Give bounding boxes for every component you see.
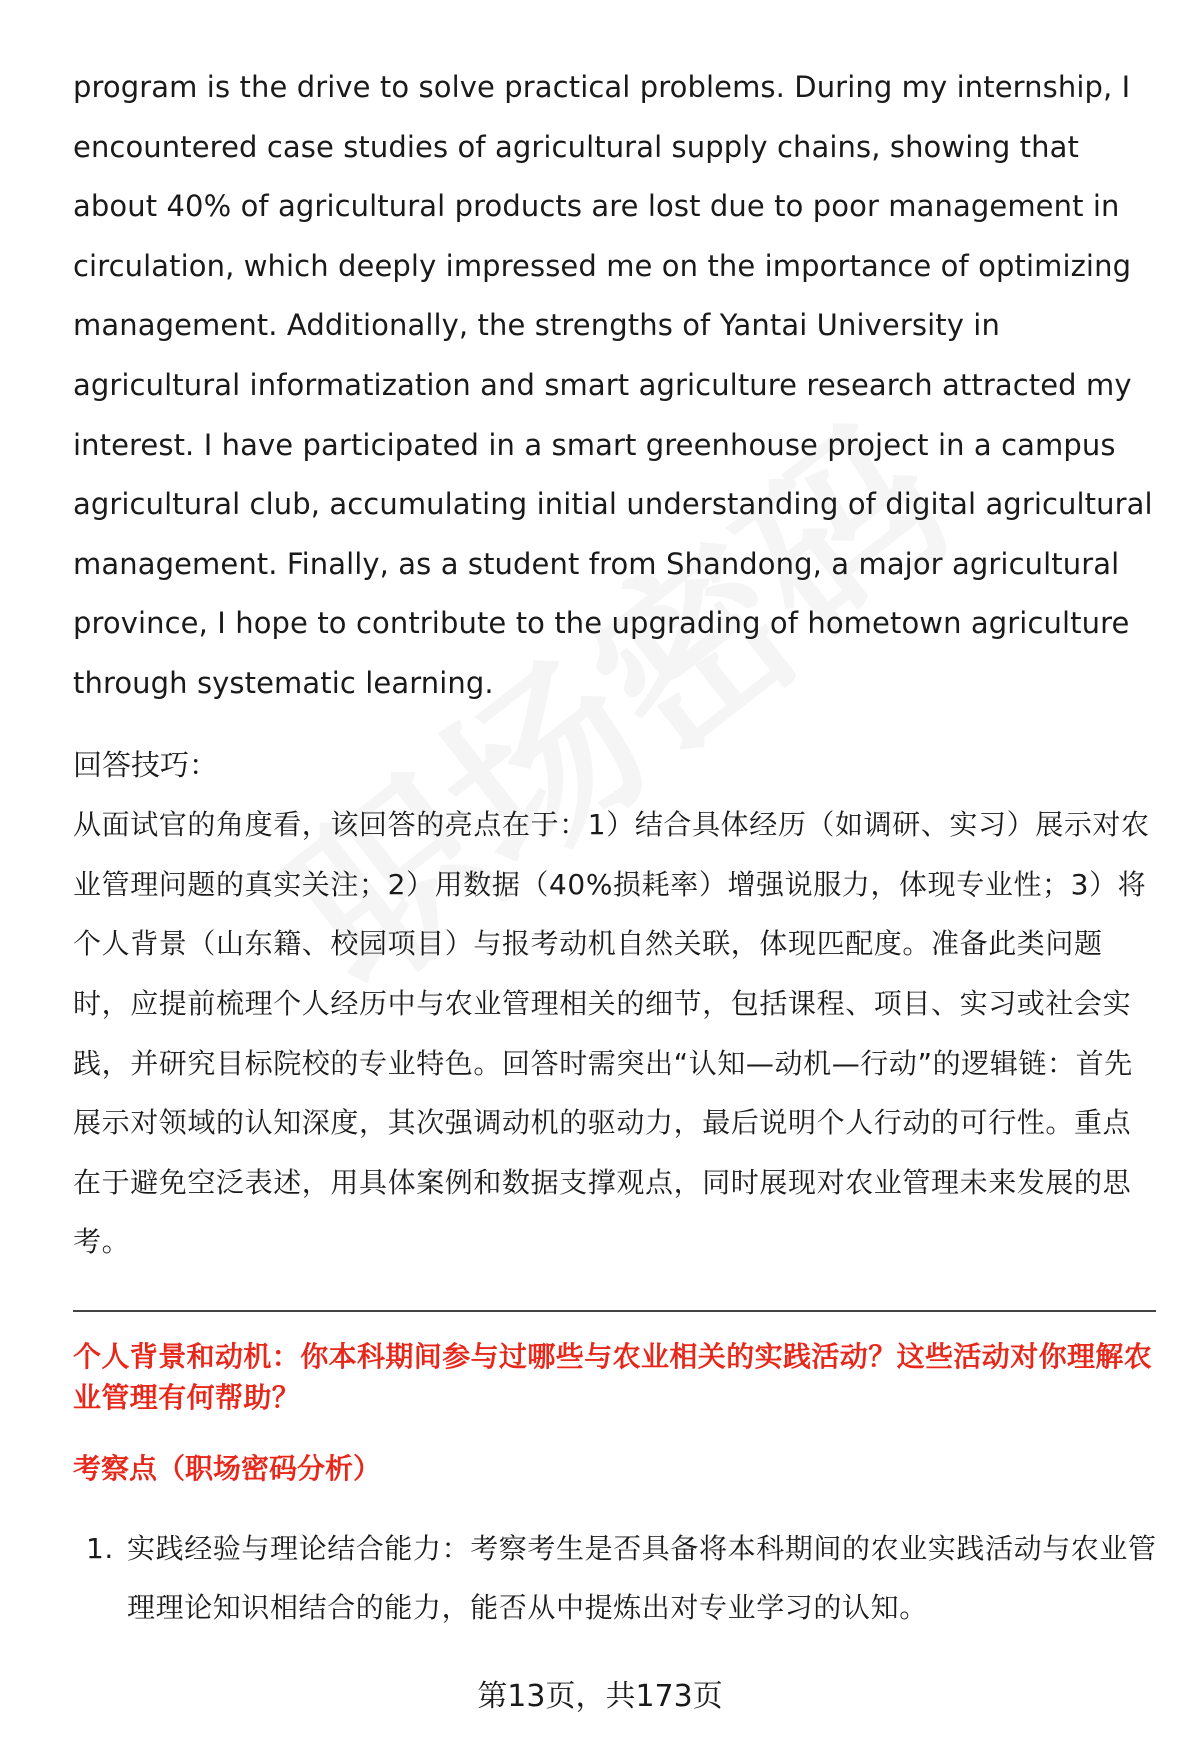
section-divider [73,1310,1156,1312]
page-content [73,58,1158,1638]
tips-paragraph: 从面试官的角度看，该回答的亮点在于：1）结合具体经历（如调研、实习）展示对农业管理问题的真实关注；2）用数据（40%损耗率）增强说服力，体现专业性；3）将个人背景（山东籍、校园项目）与报考动机自然关联，体现匹配度。准备此类问题时，应提前梳理个人经历中与农业管理相关的细节，包括课程、项目、实习或社会实践，并研究目标院校的专业特色。回答时需突出“认知—动机—行动”的逻辑链：首先展示对领域的认知深度，其次强调动机的驱动力，最后说明个人行动的可行性。重点在于避免空泛表述，用具体案例和数据支撑观点，同时展现对农业管理未来发展的思考。 [73,808,1150,1259]
english-answer-paragraph: program is the drive to solve practical problems. During my internship, I encountered case studies of agricultural supply chains, showing that about 40% of agricultural products are lost due to poor management in circulation, which deeply impressed me on the importance of optimizing management. Additionally, the strengths of Yantai University in agricultural informatization and smart agriculture research attracted my interest. I have participated in a smart greenhouse project in a campus agricultural club, accumulating initial understanding of digital agricultural management. Finally, as a student from Shandong, a major agricultural province, I hope to contribute to the upgrading of hometown agriculture through systematic learning. [73,70,1153,700]
list-item [73,1519,1158,1638]
list-item-text: 实践经验与理论结合能力：考察考生是否具备将本科期间的农业实践活动与农业管理理论知识相结合的能力，能否从中提炼出对专业学习的认知。 [127,1531,1157,1625]
question-heading: 个人背景和动机：你本科期间参与过哪些与农业相关的实践活动？这些活动对你理解农业管理有何帮助？ [73,1339,1153,1414]
assessment-points-heading: 考察点（职场密码分析） [73,1451,382,1485]
tips-label: 回答技巧： [73,747,219,782]
page-number-footer: 第13页，共173页 [477,1679,723,1714]
list-item-number: 1. [86,1531,114,1565]
assessment-points-list [73,1519,1158,1638]
